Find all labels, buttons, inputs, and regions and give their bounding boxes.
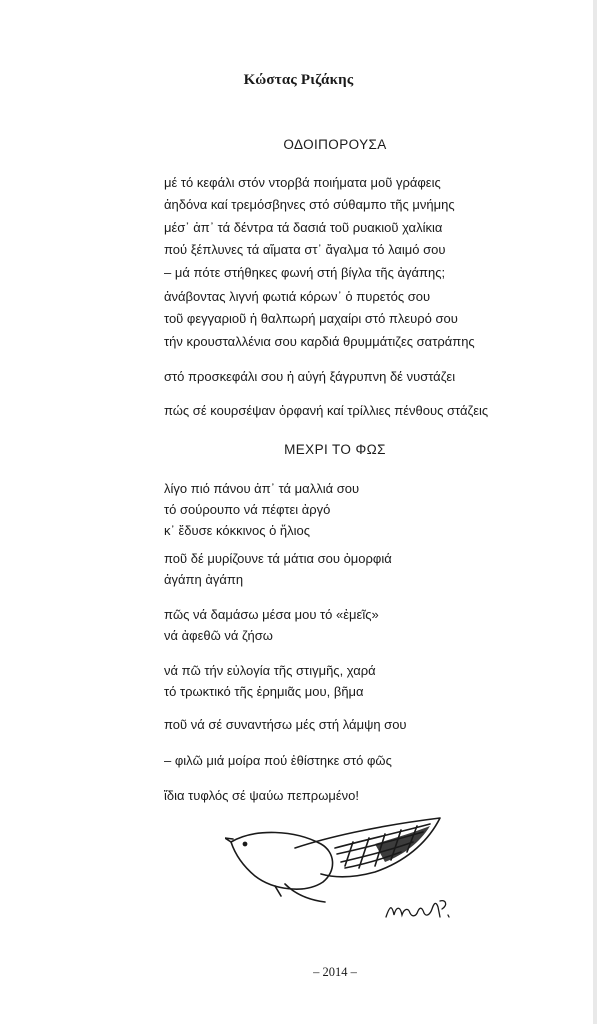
poem-line: – μά πότε στήθηκες φωνή στή βίγλα τῆς ἀγάπης; xyxy=(164,264,446,280)
poem-line: ἴδια τυφλός σέ ψαύω πεπρωμένο! xyxy=(164,788,359,803)
stanza xyxy=(164,366,455,388)
stanza xyxy=(164,478,359,541)
poem-line: νά ἀφεθῶ νά ζήσω xyxy=(164,628,273,643)
poem-line: ποῦ νά σέ συναντήσω μές στή λάμψη σου xyxy=(164,717,407,732)
author-name: Κώστας Ριζάκης xyxy=(243,72,354,88)
poem-title-mexri-to-fos: ΜΕΧΡΙ ΤΟ ΦΩΣ xyxy=(284,442,386,457)
poem-line: ἀνάβοντας λιγνή φωτιά κόρων᾽ ὁ πυρετός σου xyxy=(164,289,431,304)
page-number: – 2014 – xyxy=(313,965,357,979)
stanza xyxy=(164,286,475,353)
poem-line: ἀηδόνα καί τρεμόσβηνες στό σύθαμπο τῆς μνήμης xyxy=(164,197,455,213)
poem-title-odoiporousa: ΟΔΟΙΠΟΡΟΥΣΑ xyxy=(283,137,387,152)
poem-line: ἀγάπη ἀγάπη xyxy=(164,572,244,587)
poem-line: τήν κρουσταλλένια σου καρδιά θρυμμάτιζες σατράπης xyxy=(164,333,475,349)
stanza xyxy=(164,714,407,735)
poem-line: τό σούρουπο νά πέφτει ἀργό xyxy=(164,502,331,517)
poem-line: μέ τό κεφάλι στόν ντορβά ποιήματα μοῦ γράφεις xyxy=(164,175,441,190)
handwritten-signature xyxy=(384,895,454,923)
poem-line: – φιλῶ μιά μοίρα πού ἐθίστηκε στό φῶς xyxy=(164,753,392,768)
poem-line: λίγο πιό πάνου ἀπ᾽ τά μαλλιά σου xyxy=(164,481,360,496)
poem-line: τό τρωκτικό τῆς ἐρημιᾶς μου, βῆμα xyxy=(164,684,364,699)
poem-line: πώς σέ κουρσέψαν ὀρφανή καί τρίλλιες πένθους στάζεις xyxy=(164,403,489,418)
poem-line: μέσ᾽ ἀπ᾽ τά δέντρα τά δασιά τοῦ ρυακιοῦ χαλίκια xyxy=(164,219,443,235)
stanza xyxy=(164,750,392,771)
page-edge xyxy=(593,0,597,1024)
stanza xyxy=(164,660,376,702)
stanza xyxy=(164,548,392,590)
poem-line: τοῦ φεγγαριοῦ ἡ θαλπωρή μαχαίρι στό πλευρό σου xyxy=(164,311,458,327)
poem-line: κ᾽ ἔδυσε κόκκινος ὁ ἥλιος xyxy=(164,523,311,538)
stanza xyxy=(164,785,359,806)
stanza xyxy=(164,604,379,646)
bird-drawing-icon xyxy=(225,808,455,908)
stanza xyxy=(164,400,488,422)
poem-line: στό προσκεφάλι σου ἡ αὐγή ξάγρυπνη δέ νυστάζει xyxy=(164,369,456,384)
poem-line: ποῦ δέ μυρίζουνε τά μάτια σου ὀμορφιά xyxy=(164,551,392,566)
stanza xyxy=(164,172,455,284)
poem-line: πῶς νά δαμάσω μέσα μου τό «ἐμεῖς» xyxy=(164,607,379,622)
poem-line: πού ξέπλυνες τά αἵματα στ᾽ ἄγαλμα τό λαιμό σου xyxy=(164,242,446,258)
poem-line: νά πῶ τήν εὐλογία τῆς στιγμῆς, χαρά xyxy=(164,663,376,678)
